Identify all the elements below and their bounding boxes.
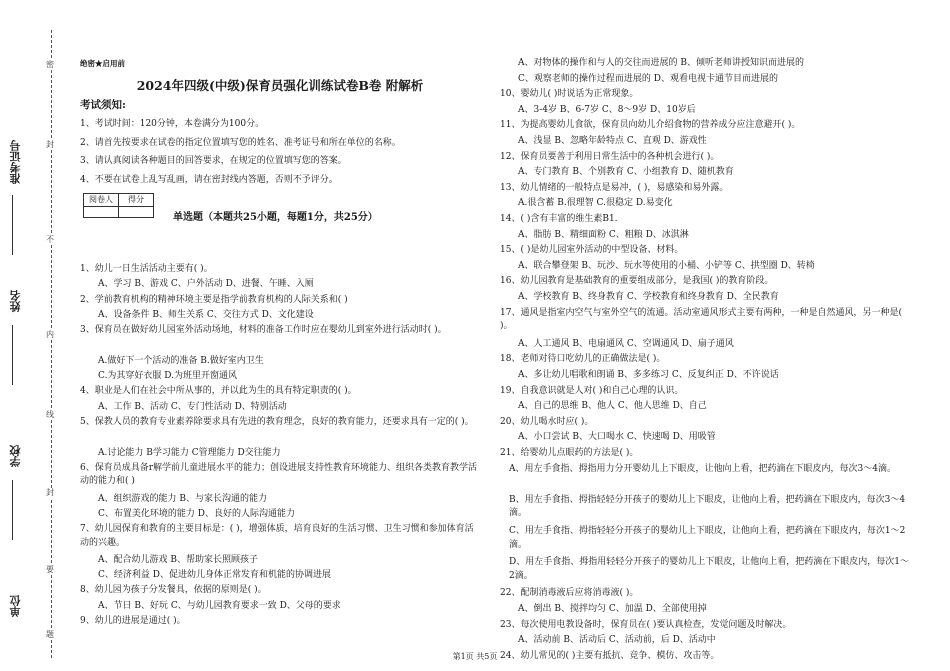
secret-label: 绝密★启用前 — [80, 59, 125, 68]
notice-item: 3、请认真阅读各种题目的回答要求，在规定的位置填写您的答案。 — [80, 156, 347, 166]
question-stem: 3、保育员在做好幼儿园室外活动场地，材料的准备工作时应在婴幼儿到室外进行活动时( )。 — [80, 325, 447, 336]
question-stem: 4、职业是人们在社会中所从事的，并以此为生的具有特定职责的( )。 — [80, 386, 357, 397]
notice-item: 4、不要在试卷上乱写乱画，请在密封线内答题，否则不予评分。 — [80, 175, 338, 185]
question-option: A、专门教育 B、个别教育 C、小组教育 D、随机教育 — [518, 167, 734, 178]
seal-mark: 要 — [46, 565, 54, 574]
question-option: A、配合幼儿游戏 B、帮助家长照顾孩子 — [98, 554, 258, 565]
question-option: D、用左手食指、拇指用轻轻分开孩子的婴幼儿上下眼皮，让他向上看，把药滴在下眼皮内，每次1～2滴。 — [509, 557, 909, 581]
question-option: A、小口尝试 B、大口喝水 C、快速喝 D、用吸管 — [518, 432, 716, 443]
field-label-school: 学校 — [9, 445, 22, 467]
field-label-unit: 单位 — [9, 595, 22, 617]
question-option: C.为其穿好衣服 D.为班里开窗通风 — [98, 371, 238, 382]
question-stem: 21、给婴幼儿点眼药的方法是( )。 — [500, 448, 639, 458]
question-stem: 11、为提高婴幼儿食欲，保育员向幼儿介绍食物的营养成分应注意避开( )。 — [500, 120, 801, 131]
seal-mark: 封 — [46, 140, 54, 149]
question-stem: 12、保育员要善于利用日常生活中的各种机会进行( )。 — [500, 151, 720, 162]
page-title: 2024年四级(中级)保育员强化训练试卷B卷 附解析 — [136, 78, 424, 93]
question-stem: 7、幼儿园保育和教育的主要目标是：( )，增强体质，培育良好的生活习惯、卫生习惯和参加体育活动的兴趣。 — [80, 524, 474, 548]
seal-mark: 内 — [46, 330, 54, 339]
question-option: A、对物体的操作和与人的交往而进展的 B、倾听老师讲授知识而进展的 — [518, 58, 804, 68]
question-option: C、经济利益 D、促进幼儿身体正常发育和机能的协调进展 — [98, 570, 331, 580]
question-option: C、观察老师的操作过程而进展的 D、观看电视卡通节目而进展的 — [518, 73, 778, 84]
question-option: A、联合攀登架 B、玩沙、玩水等使用的小桶、小铲等 C、拱型圈 D、转椅 — [518, 260, 815, 271]
question-stem: 14、( )含有丰富的维生素B1. — [500, 214, 618, 224]
question-option: A.很含蓄 B.很理智 C.很稳定 D.易变化 — [518, 198, 673, 209]
question-stem: 16、幼儿园教育是基础教育的重要组成部分，是我国( )的教育阶段。 — [500, 276, 774, 287]
question-option: A.讨论能力 B学习能力 C管理能力 D交往能力 — [98, 447, 281, 458]
question-option: A、脂肪 B、精细面粉 C、粗粮 D、冰淇淋 — [518, 229, 689, 240]
question-stem: 2、学前教育机构的精神环境主要是指学前教育机构的人际关系和( ) — [80, 294, 348, 305]
question-stem: 22、配制消毒液后应将消毒液( )。 — [500, 588, 639, 599]
score-box — [83, 193, 154, 218]
question-option: A、组织游戏的能力 B、与家长沟通的能力 — [98, 493, 267, 504]
question-stem: 20、幼儿喝水时应( )。 — [500, 416, 594, 427]
question-stem: 8、幼儿园为孩子分发餐具，依据的原则是( )。 — [80, 585, 267, 596]
seal-mark: 封 — [46, 488, 54, 497]
question-stem: 15、( )是幼儿园室外活动的中型设备、材料。 — [500, 245, 684, 256]
section-title: 单选题（本题共25小题，每题1分，共25分） — [173, 212, 378, 223]
question-option: A、自己的思维 B、他人 C、他人思维 D、自己 — [518, 401, 707, 412]
seal-mark: 线 — [46, 410, 54, 419]
fill-line[interactable] — [12, 325, 13, 385]
field-label-name: 姓名 — [9, 290, 22, 312]
question-option: A、3-4岁 B、6-7岁 C、8～9岁 D、10岁后 — [518, 104, 696, 115]
binding-margin — [0, 0, 62, 671]
question-option: B、用左手食指、拇指轻轻分开孩子的婴幼儿上下眼皮，让他向上看，把药滴在下眼皮内，每次3～4滴。 — [509, 494, 906, 519]
field-label-exam-number: 准考证号 — [9, 140, 22, 184]
seal-mark: 不 — [46, 235, 54, 244]
page-number: 第1页 共5页 — [452, 652, 498, 661]
question-stem: 13、幼儿情绪的一般特点是易冲，( )，易感染和易外露。 — [500, 182, 729, 193]
notice-item: 2、请首先按要求在试卷的指定位置填写您的姓名、准考证号和所在单位的名称。 — [80, 138, 401, 148]
score-box-grader: 阅卷人 — [84, 194, 119, 207]
question-stem: 19、自我意识就是人对( )和自己心理的认识。 — [500, 385, 684, 396]
question-stem: 23、每次使用电教设备时，保育员在( )要认真检查，发觉问题及时解决。 — [500, 619, 792, 630]
question-stem: 24、幼儿常见的( )主要有抵抗、竞争、模仿、攻击等。 — [500, 650, 720, 661]
question-option: A、倒出 B、搅拌均匀 C、加温 D、全部使用掉 — [518, 604, 707, 614]
question-option: C、布置美化环境的能力 D、良好的人际沟通能力 — [98, 508, 295, 519]
question-option: A、浅显 B、忽略年龄特点 C、直观 D、游戏性 — [518, 136, 707, 146]
question-stem: 1、幼儿一日生活活动主要有( )。 — [80, 264, 213, 274]
question-stem: 17、通风是指室内空气与室外空气的流通。活动室通风形式主要有两种，一种是自然通风，另一种是( )。 — [500, 307, 902, 332]
question-stem: 5、保教人员的教育专业素养除要求具有先进的教育理念，良好的教育能力，还要求具有一定的( )。 — [80, 417, 474, 427]
question-stem: 18、老师对待口吃幼儿的正确做法是( )。 — [500, 354, 666, 365]
notice-item: 1、考试时间：120分钟，本卷满分为100分。 — [80, 119, 265, 129]
question-option: A、学习 B、游戏 C、户外活动 D、进餐、午睡、入厕 — [98, 279, 314, 290]
question-stem: 9、幼儿的进展是通过( )。 — [80, 615, 186, 626]
score-box-cell[interactable] — [84, 207, 119, 218]
seal-mark: 题 — [46, 630, 54, 639]
fill-line[interactable] — [12, 195, 13, 255]
score-box-cell[interactable] — [119, 207, 154, 218]
question-option: A、设备条件 B、师生关系 C、交往方式 D、文化建设 — [98, 309, 314, 320]
score-box-score: 得分 — [119, 194, 154, 207]
question-option: A、节日 B、好玩 C、与幼儿园教育要求一致 D、父母的要求 — [98, 600, 341, 611]
question-option: C、用左手食指、拇指轻轻分开孩子的婴幼儿上下眼皮，让他向上看，把药滴在下眼皮内，每次1～2滴。 — [509, 526, 906, 550]
question-option: A、用左手食指、拇指用力分开婴幼儿上下眼皮，让他向上看，把药滴在下眼皮内，每次3～4滴。 — [509, 463, 896, 474]
question-stem: 10、婴幼儿( )时说话为正常现象。 — [500, 89, 639, 100]
notice-heading: 考试须知: — [80, 99, 126, 111]
question-option: A、多让幼儿唱歌和朗诵 B、多多练习 C、反复纠正 D、不许说话 — [518, 370, 779, 380]
question-option: A、学校教育 B、终身教育 C、学校教育和终身教育 D、全民教育 — [518, 292, 779, 302]
question-option: A、工作 B、活动 C、专门性活动 D、特别活动 — [98, 401, 287, 412]
question-option: A、人工通风 B、电扇通风 C、空调通风 D、扇子通风 — [518, 338, 734, 349]
fill-line[interactable] — [12, 480, 13, 540]
seal-mark: 密 — [46, 60, 54, 69]
question-option: A、活动前 B、活动后 C、活动前，后 D、活动中 — [518, 635, 716, 646]
question-option: A.做好下一个活动的准备 B.做好室内卫生 — [98, 355, 264, 366]
question-stem: 6、保育员成具备r解学前儿童进展水平的能力；创设进展支持性教育环境能力、组织各类教育教学活动的能力和( ) — [80, 462, 478, 487]
seal-line — [51, 30, 52, 658]
